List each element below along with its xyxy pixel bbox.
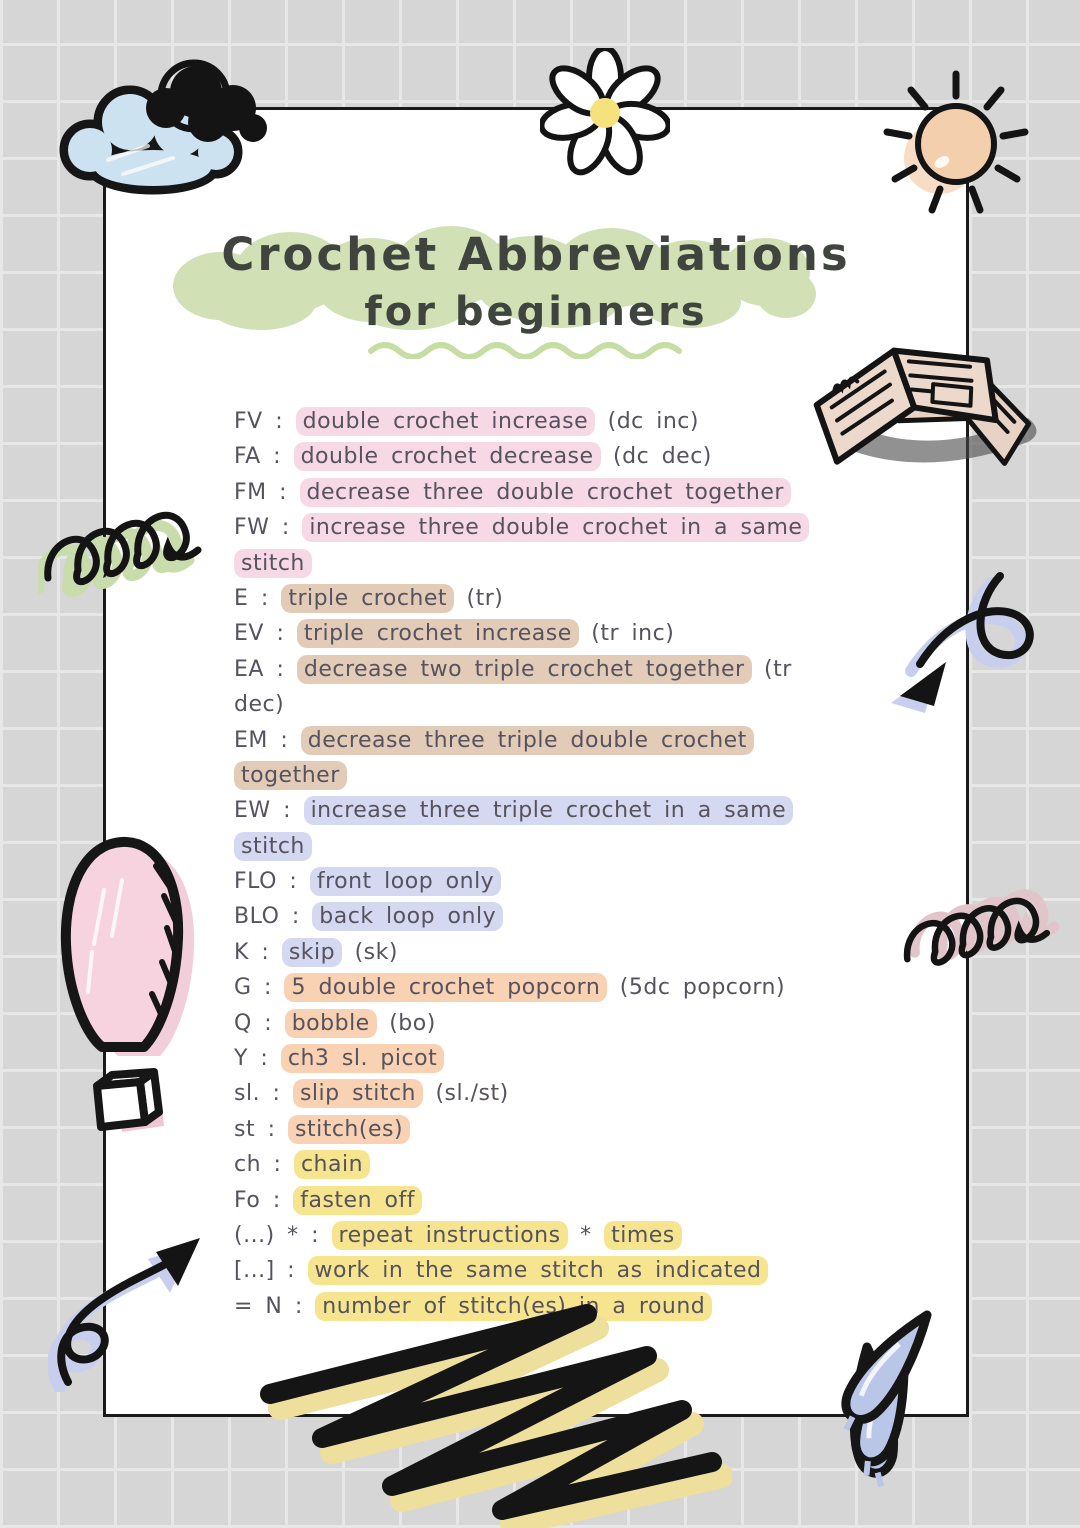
plain-text: FM : — [234, 479, 300, 505]
open-books-doodle — [790, 292, 1065, 492]
abbreviation-line — [234, 652, 916, 687]
highlighted-term: repeat instructions — [332, 1221, 568, 1250]
highlighted-term: decrease three triple double crochet — [301, 726, 754, 755]
plain-text: (sl./st) — [422, 1081, 509, 1107]
highlighted-term: ch3 sl. picot — [281, 1044, 444, 1073]
highlighted-term: decrease three double crochet together — [300, 478, 791, 507]
three-petals-doodle — [832, 1298, 1047, 1528]
highlighted-term: front loop only — [310, 867, 501, 896]
title-text-line2: for beginners — [364, 289, 708, 335]
abbreviation-line — [234, 1253, 916, 1288]
abbreviation-line — [234, 723, 916, 758]
highlighted-term: work in the same stitch as indicated — [308, 1256, 769, 1285]
highlighted-term: skip — [282, 938, 342, 967]
sun-doodle — [878, 66, 1033, 226]
plain-text: (tr — [751, 656, 792, 682]
plain-text: Fo : — [234, 1187, 294, 1213]
loop-squiggle-green-doodle — [38, 456, 218, 601]
highlighted-term: stitch — [234, 549, 312, 578]
page-title — [221, 228, 850, 281]
highlighted-term: 5 double crochet popcorn — [284, 973, 607, 1002]
plain-text: BLO : — [234, 904, 313, 930]
highlighted-term: double crochet decrease — [294, 442, 601, 471]
loop-squiggle-pink-doodle — [898, 855, 1068, 980]
abbreviation-list — [234, 404, 916, 1324]
plain-text: EW : — [234, 798, 304, 824]
plain-text: sl. : — [234, 1081, 293, 1107]
highlighted-term: stitch(es) — [288, 1115, 410, 1144]
plain-text: (tr) — [454, 585, 504, 611]
abbreviation-line — [234, 1076, 916, 1111]
abbreviation-line — [234, 581, 916, 616]
curled-arrow-down-left-doodle — [872, 568, 1057, 733]
abbreviation-line — [234, 687, 916, 722]
plain-text: (...) * : — [234, 1222, 332, 1248]
wavy-underline — [366, 337, 706, 359]
plain-text: * — [567, 1222, 605, 1248]
plain-text: Y : — [234, 1046, 281, 1072]
highlighted-term: fasten off — [293, 1186, 422, 1215]
zigzag-scribble-doodle — [252, 1298, 732, 1528]
abbreviation-line — [234, 758, 916, 793]
hot-air-balloon-doodle — [42, 832, 207, 1137]
highlighted-term: bobble — [285, 1009, 377, 1038]
highlighted-term: double crochet increase — [296, 407, 596, 436]
abbreviation-line — [234, 1041, 916, 1076]
plain-text: EM : — [234, 727, 301, 753]
plain-text: ch : — [234, 1152, 294, 1178]
plain-text: (5dc popcorn) — [607, 975, 786, 1001]
abbreviation-line — [234, 1006, 916, 1041]
title-text-line1: Crochet Abbreviations — [221, 228, 851, 281]
abbreviation-line — [234, 1218, 916, 1253]
highlighted-term: back loop only — [312, 902, 503, 931]
plain-text: (bo) — [376, 1010, 436, 1036]
plain-text: Q : — [234, 1010, 285, 1036]
plain-text: [...] : — [234, 1258, 308, 1284]
highlighted-term: chain — [294, 1150, 370, 1179]
plain-text: G : — [234, 975, 285, 1001]
plain-text: FLO : — [234, 869, 310, 895]
highlighted-term: increase three double crochet in a same — [302, 513, 809, 542]
highlighted-term: decrease two triple crochet together — [297, 655, 752, 684]
cloud-doodle — [48, 50, 308, 205]
abbreviation-line — [234, 1147, 916, 1182]
highlighted-term: increase three triple crochet in a same — [304, 796, 794, 825]
abbreviation-line — [234, 1183, 916, 1218]
plain-text: dec) — [234, 692, 285, 718]
plain-text: E : — [234, 585, 282, 611]
plain-text: FA : — [234, 444, 294, 470]
plain-text: EV : — [234, 621, 297, 647]
highlighted-term: triple crochet increase — [297, 619, 579, 648]
abbreviation-line — [234, 935, 916, 970]
daisy-flower-doodle — [540, 48, 670, 178]
abbreviation-line — [234, 899, 916, 934]
highlighted-term: slip stitch — [293, 1079, 423, 1108]
abbreviation-line — [234, 510, 916, 545]
plain-text: EA : — [234, 656, 297, 682]
abbreviation-line — [234, 970, 916, 1005]
plain-text: (tr inc) — [578, 621, 675, 647]
highlighted-term: together — [234, 761, 347, 790]
abbreviation-line — [234, 546, 916, 581]
highlighted-term: triple crochet — [281, 584, 454, 613]
plain-text: (dc inc) — [595, 409, 699, 434]
abbreviation-line — [234, 793, 916, 828]
abbreviation-line — [234, 1112, 916, 1147]
plain-text: st : — [234, 1116, 288, 1142]
plain-text: (sk) — [342, 939, 398, 965]
abbreviation-line — [234, 829, 916, 864]
highlighted-term: number of stitch(es) in a round — [315, 1292, 712, 1321]
plain-text: FW : — [234, 515, 303, 541]
plain-text: K : — [234, 939, 282, 965]
highlighted-term: stitch — [234, 832, 312, 861]
abbreviation-line — [234, 616, 916, 651]
highlighted-term: times — [604, 1221, 682, 1250]
plain-text: = N : — [234, 1293, 316, 1319]
curled-arrow-up-right-doodle — [48, 1232, 218, 1392]
abbreviation-line — [234, 864, 916, 899]
plain-text: FV : — [234, 409, 296, 434]
plain-text: (dc dec) — [600, 444, 712, 470]
